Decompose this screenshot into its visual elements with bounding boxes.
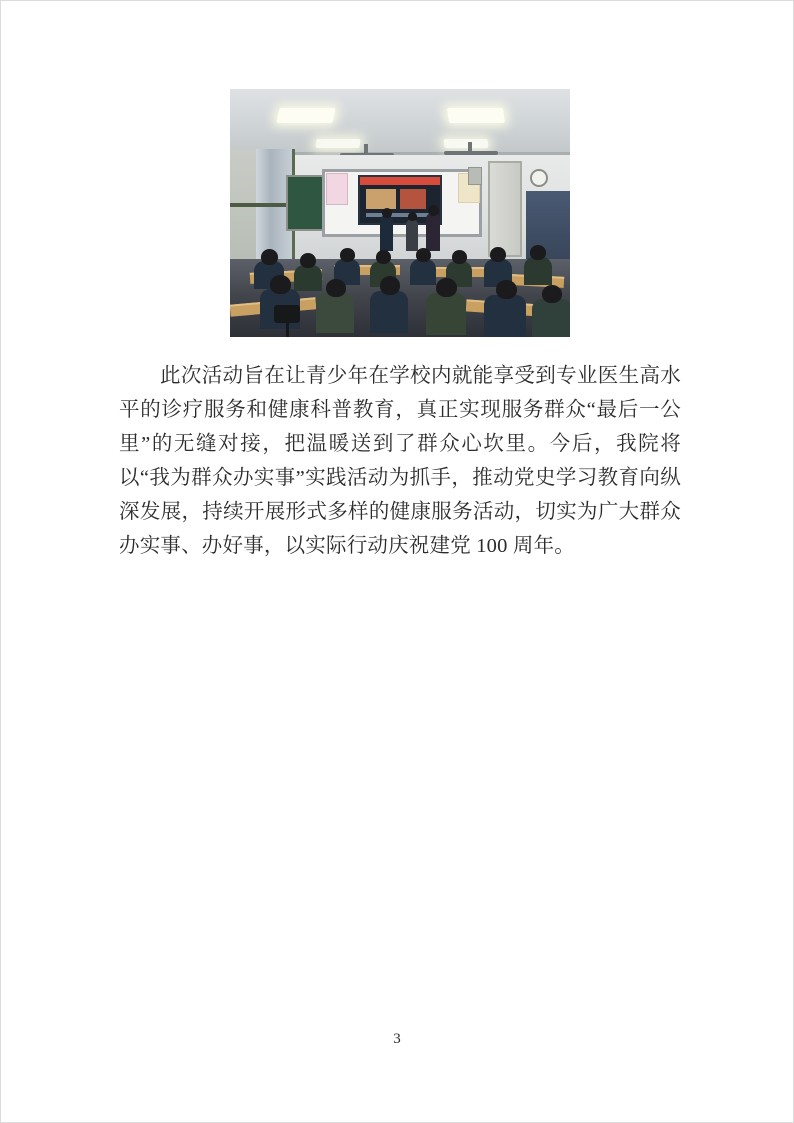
student-head	[376, 250, 391, 264]
student-head	[326, 279, 346, 297]
wall-poster	[326, 173, 348, 205]
student-head	[452, 250, 467, 264]
presenter-head	[428, 205, 439, 216]
student-figure	[410, 259, 436, 285]
student-head	[380, 276, 400, 295]
student-head	[490, 247, 506, 262]
presenter-head	[408, 212, 417, 221]
page-content	[119, 89, 681, 563]
student-head	[270, 275, 291, 294]
student-head	[530, 245, 546, 260]
student-figure	[524, 257, 552, 285]
wall-clock	[530, 169, 548, 187]
classroom-lecture-photo	[230, 89, 570, 337]
classroom-door	[488, 161, 522, 257]
student-figure	[294, 265, 322, 291]
figure-container	[230, 89, 570, 337]
student-head	[496, 280, 517, 299]
ceiling-light	[315, 139, 360, 148]
presenter-head	[382, 208, 392, 218]
ceiling-light	[276, 108, 335, 123]
student-head	[416, 248, 431, 262]
slide-text-line	[366, 213, 432, 217]
student-figure	[532, 299, 570, 337]
student-head	[340, 248, 355, 262]
presenter-figure	[426, 213, 440, 251]
ceiling-light	[444, 139, 489, 148]
student-head	[542, 285, 562, 303]
ceiling-light	[447, 108, 505, 123]
slide-image	[366, 189, 396, 209]
student-figure	[370, 291, 408, 333]
presenter-figure	[380, 215, 393, 251]
page-number: 3	[393, 1031, 401, 1047]
student-head	[436, 278, 457, 297]
paragraph-1: 此次活动旨在让青少年在学校内就能享受到专业医生高水平的诊疗服务和健康科普教育，真正实现服务群众“最后一公里”的无缝对接，把温暖送到了群众心坎里。今后，我院将以“我为群众办实事”实践活动为抓手，推动党史学习教育向纵深发展，持续开展形式多样的健康服务活动，切实为广大群众办实事、办好事，以实际行动庆祝建党 100 周年。	[119, 365, 681, 557]
student-figure	[426, 293, 466, 335]
student-figure	[316, 293, 354, 333]
green-blackboard	[286, 175, 324, 231]
student-head	[300, 253, 316, 268]
slide-header-bar	[360, 177, 440, 185]
slide-image	[400, 189, 426, 209]
window-frame	[230, 203, 292, 207]
presenter-figure	[406, 219, 418, 251]
student-figure	[484, 295, 526, 337]
article-body	[119, 359, 681, 563]
student-head	[261, 249, 278, 265]
tripod-leg	[286, 321, 289, 337]
wall-speaker	[468, 167, 482, 185]
